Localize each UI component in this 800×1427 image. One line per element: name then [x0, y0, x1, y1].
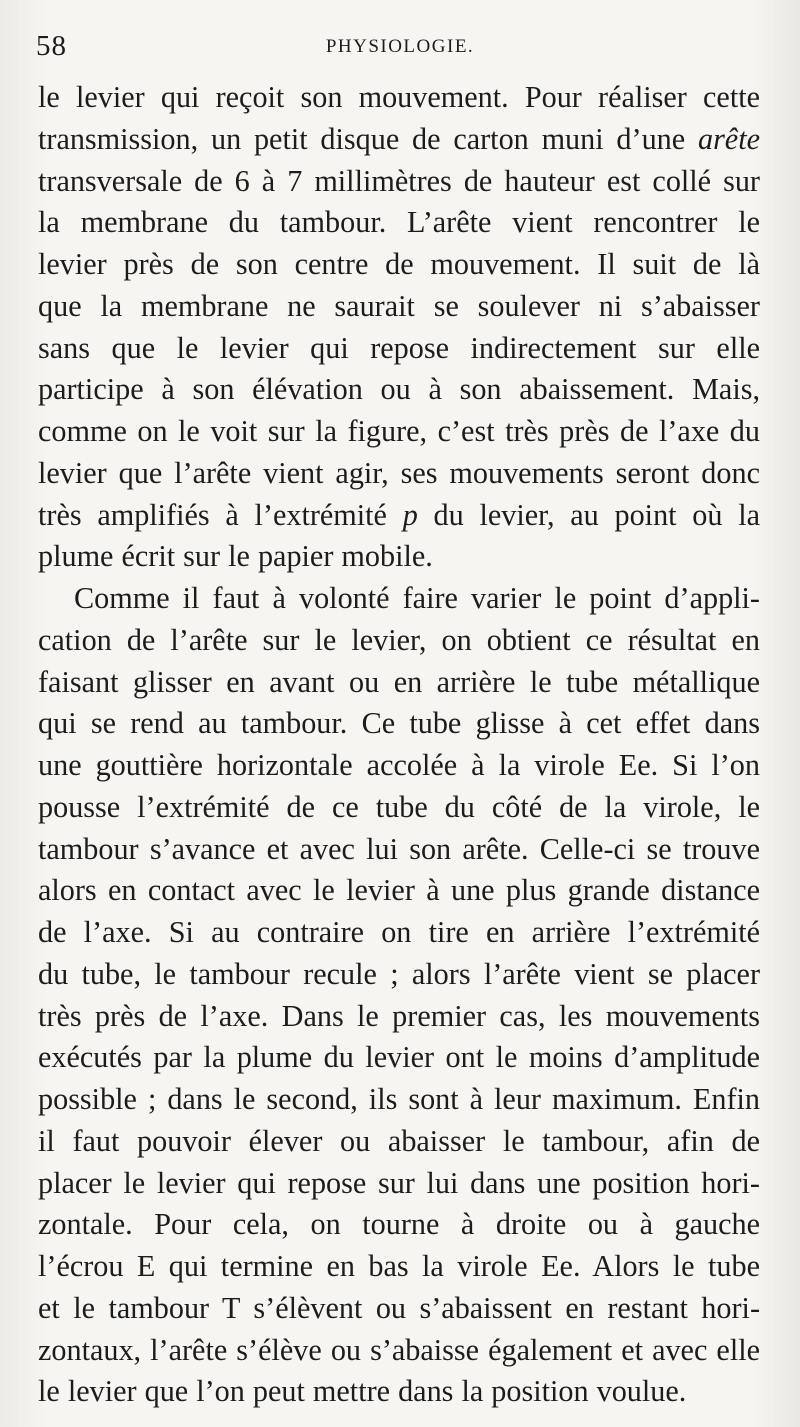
- text-line: et le tambour T s’élèvent ou s’abaissent en restant hori-: [38, 1290, 760, 1325]
- text-line: transversale de 6 à 7 millimètres de hauteur est collé sur: [38, 163, 760, 198]
- text-line: placer le levier qui repose sur lui dans une position hori-: [38, 1165, 760, 1200]
- text-line: zontaux, l’arête s’élève ou s’abaisse également et avec elle: [38, 1332, 760, 1367]
- text-line: [38, 495, 760, 537]
- text-line: participe à son élévation ou à son abaissement. Mais,: [38, 372, 760, 407]
- text-line: zontale. Pour cela, on tourne à droite ou à gauche: [38, 1207, 760, 1242]
- paragraph-1: [38, 77, 760, 578]
- italic-term: p: [402, 497, 418, 532]
- text-line: de l’axe. Si au contraire on tire en arrière l’extrémité: [38, 915, 760, 949]
- text-line: levier que l’arête vient agir, ses mouvements seront donc: [38, 455, 760, 490]
- text-line: le levier qui reçoit son mouvement. Pour réaliser cette: [38, 80, 760, 114]
- text-run: très amplifiés à l’extrémité: [38, 497, 403, 532]
- text-line: [38, 119, 760, 161]
- text-line: plume écrit sur le papier mobile.: [38, 539, 433, 574]
- text-run: du levier, au point où la: [417, 497, 760, 532]
- text-line: pousse l’extrémité de ce tube du côté de la virole, le: [38, 789, 760, 824]
- text-line: levier près de son centre de mouvement. Il suit de là: [38, 247, 760, 281]
- text-line: Comme il faut à volonté faire varier le point d’appli-: [74, 581, 760, 615]
- text-line: possible ; dans le second, ils sont à leur maximum. Enfin: [38, 1082, 760, 1116]
- text-line: sans que le levier qui repose indirectement sur elle: [38, 330, 760, 365]
- text-line: une gouttière horizontale accolée à la virole Ee. Si l’on: [38, 748, 760, 782]
- text-line: qui se rend au tambour. Ce tube glisse à cet effet dans: [38, 706, 760, 741]
- paragraph-2: [38, 578, 760, 1413]
- text-line: du tube, le tambour recule ; alors l’arête vient se placer: [38, 956, 760, 991]
- running-title: PHYSIOLOGIE.: [325, 36, 475, 57]
- text-line: alors en contact avec le levier à une plus grande distance: [38, 873, 760, 908]
- running-head: [36, 30, 764, 70]
- text-line: faisant glisser en avant ou en arrière le tube métallique: [38, 664, 760, 699]
- text-line: l’écrou E qui termine en bas la virole Ee. Alors le tube: [38, 1249, 760, 1283]
- page-number: 58: [36, 30, 67, 62]
- text-line: tambour s’avance et avec lui son arête. Celle-ci se trouve: [38, 831, 760, 866]
- text-line: que la membrane ne saurait se soulever ni s’abaisser: [38, 288, 760, 323]
- text-line: la membrane du tambour. L’arête vient rencontrer le: [38, 205, 760, 240]
- text-line: il faut pouvoir élever ou abaisser le tambour, afin de: [38, 1123, 760, 1158]
- text-line: exécutés par la plume du levier ont le moins d’amplitude: [38, 1040, 760, 1075]
- text-line: le levier que l’on peut mettre dans la position voulue.: [38, 1374, 687, 1409]
- text-run: transmission, un petit disque de carton muni d’une: [38, 121, 698, 156]
- text-line: cation de l’arête sur le levier, on obtient ce résultat en: [38, 622, 760, 657]
- text-line: comme on le voit sur la figure, c’est très près de l’axe du: [38, 414, 760, 448]
- italic-term: arête: [697, 121, 760, 156]
- text-line: très près de l’axe. Dans le premier cas, les mouvements: [38, 998, 760, 1033]
- body-text: [38, 77, 760, 1413]
